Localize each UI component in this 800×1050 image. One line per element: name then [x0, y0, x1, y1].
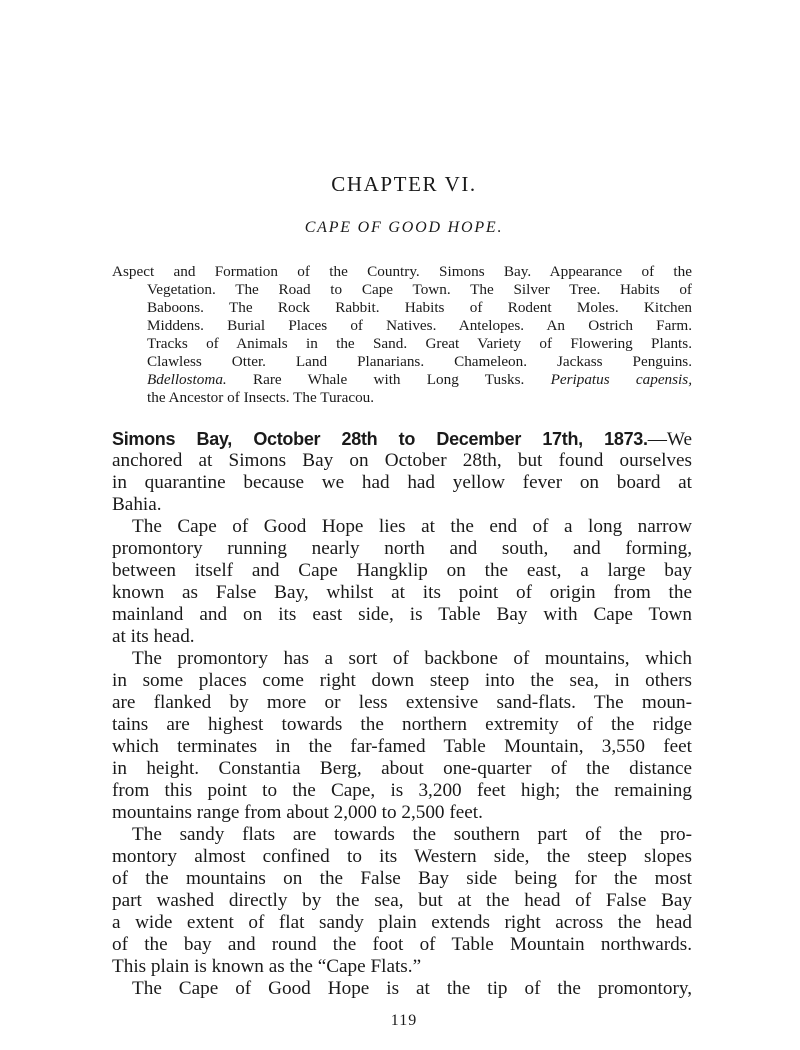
body-text-run: —We — [647, 429, 692, 450]
body-line: mainland and on its east side, is Table Bay with Cape Town — [112, 604, 692, 625]
synopsis-line: Tracks of Animals in the Sand. Great Variety of Flowering Plants. — [147, 335, 692, 352]
synopsis-line: Clawless Otter. Land Planarians. Chameleon. Jackass Penguins. — [147, 353, 692, 370]
body-line: in quarantine because we had had yellow fever on board at — [112, 472, 692, 493]
body-line: are flanked by more or less extensive sand-flats. The moun- — [112, 692, 692, 713]
synopsis-text: Rare Whale with Long Tusks. — [226, 371, 551, 388]
synopsis-line — [112, 371, 692, 389]
body-line: at its head. — [112, 626, 195, 647]
body-line: This plain is known as the “Cape Flats.” — [112, 956, 422, 977]
body-line: from this point to the Cape, is 3,200 feet high; the remaining — [112, 780, 692, 801]
body-line: tains are highest towards the northern extremity of the ridge — [112, 714, 692, 735]
body-line: known as False Bay, whilst at its point of origin from the — [112, 582, 692, 603]
body-line: part washed directly by the sea, but at the head of False Bay — [112, 890, 692, 911]
body-line: mountains range from about 2,000 to 2,500 feet. — [112, 802, 483, 823]
body-line: between itself and Cape Hangklip on the east, a large bay — [112, 560, 692, 581]
synopsis-line: Baboons. The Rock Rabbit. Habits of Rodent Moles. Kitchen — [147, 299, 692, 316]
chapter-subtitle: CAPE OF GOOD HOPE. — [304, 219, 504, 236]
synopsis-line: Middens. Burial Places of Natives. Antelopes. An Ostrich Farm. — [147, 317, 692, 334]
body-line: montory almost confined to its Western side, the steep slopes — [112, 846, 692, 867]
synopsis-line: Aspect and Formation of the Country. Simons Bay. Appearance of the — [112, 263, 692, 280]
body-line: Bahia. — [112, 494, 162, 515]
body-line — [112, 428, 692, 450]
body-line: in some places come right down steep into the sea, in others — [112, 670, 692, 691]
synopsis-italic-term: Peripatus capensis, — [550, 371, 692, 388]
body-line: in height. Constantia Berg, about one-quarter of the distance — [112, 758, 692, 779]
synopsis-line: Vegetation. The Road to Cape Town. The Silver Tree. Habits of — [147, 281, 692, 298]
body-text — [112, 428, 692, 1000]
body-line: The promontory has a sort of backbone of mountains, which — [132, 648, 692, 669]
body-line: The Cape of Good Hope is at the tip of the promontory, — [132, 978, 692, 999]
body-line: anchored at Simons Bay on October 28th, but found ourselves — [112, 450, 692, 471]
body-line: The sandy flats are towards the southern part of the pro- — [132, 824, 692, 845]
body-line: of the mountains on the False Bay side being for the most — [112, 868, 692, 889]
page-number: 119 — [390, 1012, 418, 1029]
chapter-title: CHAPTER VI. — [331, 172, 477, 196]
body-line: The Cape of Good Hope lies at the end of a long narrow — [132, 516, 692, 537]
body-line: of the bay and round the foot of Table Mountain northwards. — [112, 934, 692, 955]
synopsis-italic-term: Bdellostoma. — [147, 371, 227, 388]
body-line: which terminates in the far-famed Table Mountain, 3,550 feet — [112, 736, 692, 757]
body-line: a wide extent of flat sandy plain extends right across the head — [112, 912, 692, 933]
synopsis-line: the Ancestor of Insects. The Turacou. — [147, 389, 375, 406]
section-heading: Simons Bay, October 28th to December 17th, 1873. — [112, 429, 648, 449]
chapter-synopsis — [112, 263, 692, 407]
body-line: promontory running nearly north and south, and forming, — [112, 538, 692, 559]
